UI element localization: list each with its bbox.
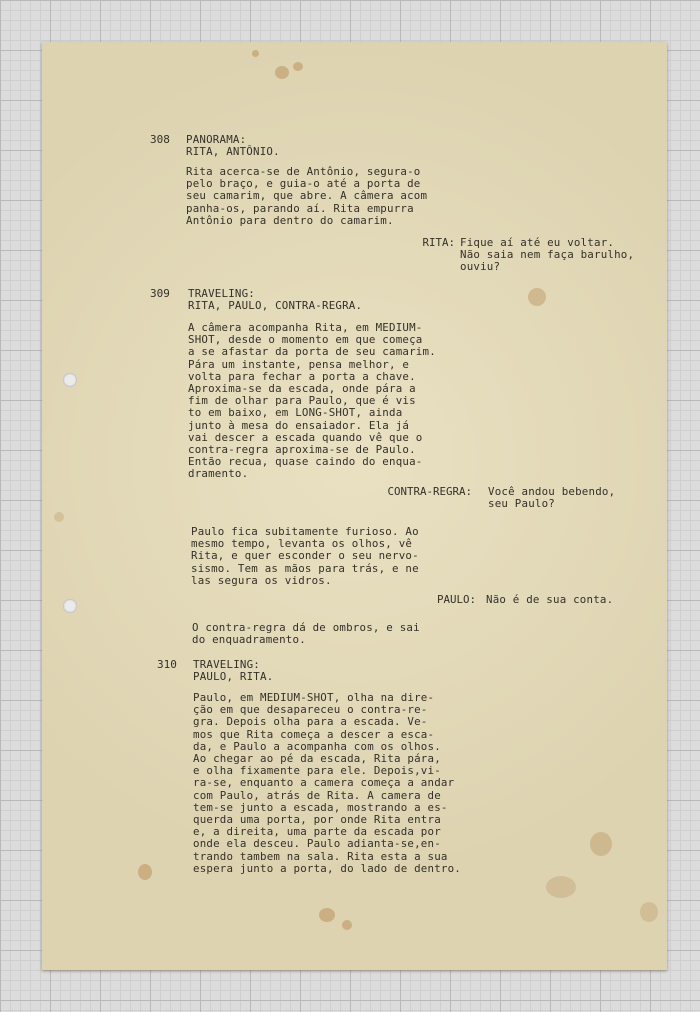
scene-number: 309 [150, 287, 170, 300]
scene-heading: TRAVELING: PAULO, RITA. [193, 658, 274, 684]
dialogue-speaker: CONTRA-REGRA: [387, 485, 472, 498]
action-text: O contra-regra dá de ombros, e sai do enquadramento. [192, 621, 420, 647]
action-text: Rita acerca-se de Antônio, segura-o pelo braço, e guia-o até a porta de seu camarim, que abre. A câmera acom panha-os, parando aí. Rita empurra Antônio para dentro do camarim. [186, 165, 428, 227]
dialogue-text: Você andou bebendo, seu Paulo? [488, 485, 616, 511]
scene-number: 310 [157, 658, 177, 671]
action-text: Paulo, em MEDIUM-SHOT, olha na dire- ção em que desapareceu o contra-re- gra. Depois olha para a escada. Ve- mos que Rita começa a descer a esca- da, e Paulo a acompanha com os olhos. Ao chegar ao pé da escada, Rita pára, e olha fixamente para ele. Depois,vi- ra-se, enquanto a camera começa a andar com Paulo, atrás de Rita. A camera de tem-se junto a escada, mostrando a es- querda uma porta, por onde Rita entra e, a direita, uma parte da escada por onde ela desceu. Paulo adianta-se,en- trando tambem na sala. Rita esta a sua espera junto a porta, do lado de dentro. [193, 691, 462, 875]
punch-hole [63, 373, 77, 387]
dialogue-speaker: RITA: [422, 236, 455, 249]
stain-mark [54, 512, 64, 522]
scene-number: 308 [150, 133, 170, 146]
dialogue-text: Fique aí até eu voltar. Não saia nem faça barulho, ouviu? [460, 236, 635, 274]
punch-hole [63, 599, 77, 613]
stain-mark [546, 876, 576, 898]
action-text: A câmera acompanha Rita, em MEDIUM- SHOT, desde o momento em que começa a se afastar da porta de seu camarim. Pára um instante, pensa melhor, e volta para fechar a porta a chave. Aproxima-se da escada, onde pára a fim de olhar para Paulo, que é vis to em baixo, em LONG-SHOT, ainda junto à mesa do ensaiador. Ela já vai descer a escada quando vê que o contra-regra aproxima-se de Paulo. Então recua, quase caindo do enqua- dramento. [188, 321, 436, 481]
stain-mark [528, 288, 546, 306]
stain-mark [640, 902, 658, 922]
scene-heading: PANORAMA: RITA, ANTÔNIO. [186, 133, 280, 159]
stain-mark [293, 62, 303, 71]
script-page [42, 42, 667, 970]
dialogue-speaker: PAULO: [436, 593, 476, 606]
stain-mark [252, 50, 259, 57]
dialogue-text: Não é de sua conta. [486, 593, 614, 606]
stain-mark [275, 66, 289, 79]
stain-mark [590, 832, 612, 856]
action-text: Paulo fica subitamente furioso. Ao mesmo tempo, levanta os olhos, vê Rita, e quer esconder o seu nervo- sismo. Tem as mãos para trás, e ne las segura os vidros. [191, 525, 419, 587]
stain-mark [342, 920, 352, 930]
stain-mark [138, 864, 152, 880]
scene-heading: TRAVELING: RITA, PAULO, CONTRA-REGRA. [188, 287, 363, 313]
stain-mark [319, 908, 335, 922]
